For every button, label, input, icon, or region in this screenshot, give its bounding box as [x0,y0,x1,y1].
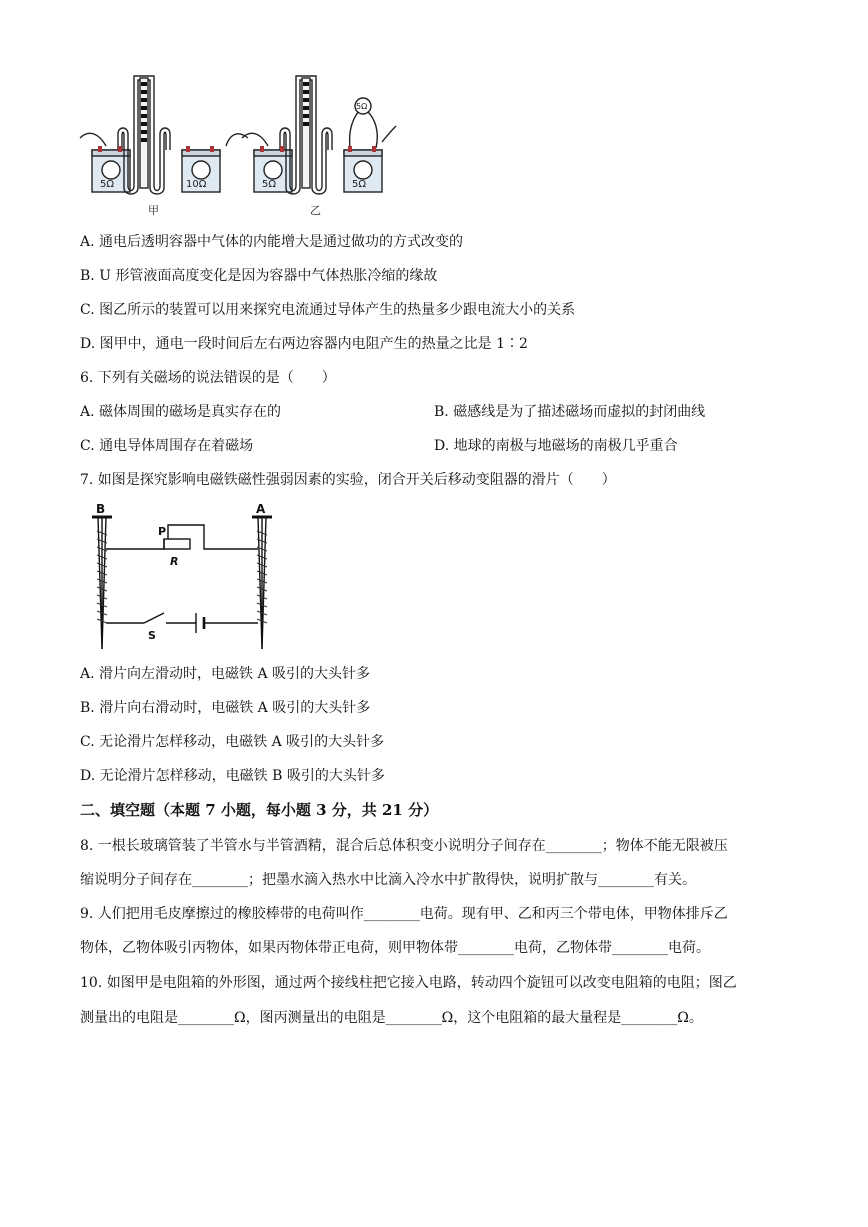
q5-option-d: D. 图甲中，通电一段时间后左右两边容器内电阻产生的热量之比是 1∶2 [80,336,528,352]
label-a: A [256,503,266,516]
label-r: R [170,555,179,568]
q5-option-a: A. 通电后透明容器中气体的内能增大是通过做功的方式改变的 [80,234,464,250]
label-b: B [96,503,106,516]
q10-line-1: 10. 如图甲是电阻箱的外形图，通过两个接线柱把它接入电路，转动四个旋钮可以改变电阻箱的电阻；图乙 [80,975,737,991]
q7-option-a: A. 滑片向左滑动时，电磁铁 A 吸引的大头针多 [80,666,371,682]
q10-line-2: 测量出的电阻是________Ω，图丙测量出的电阻是________Ω，这个电阻箱的最大量程是________Ω。 [80,1010,703,1026]
q5-option-c: C. 图乙所示的装置可以用来探究电流通过导体产生的热量多少跟电流大小的关系 [80,302,576,318]
label-p: P [158,525,167,538]
label-s: S [148,629,156,642]
q6-option-c: C. 通电导体周围存在着磁场 [80,438,254,454]
q9-line-2: 物体，乙物体吸引丙物体，如果丙物体带正电荷，则甲物体带________电荷，乙物体带________电荷。 [80,940,710,956]
q6-stem: 6. 下列有关磁场的说法错误的是（ ） [80,370,336,386]
q7-stem: 7. 如图是探究影响电磁铁磁性强弱因素的实验，闭合开关后移动变阻器的滑片（ ） [80,472,616,488]
q5-option-b: B. U 形管液面高度变化是因为容器中气体热胀冷缩的缘故 [80,268,438,284]
caption-yi: 乙 [310,204,321,217]
q6-option-b: B. 磁感线是为了描述磁场而虚拟的封闭曲线 [434,404,706,420]
apparatus-yi [242,76,396,194]
r-left-a: 5Ω [100,179,115,190]
r-left-b: 10Ω [186,179,207,190]
q7-option-d: D. 无论滑片怎样移动，电磁铁 B 吸引的大头针多 [80,768,385,784]
q8-line-1: 8. 一根长玻璃管装了半管水与半管酒精，混合后总体积变小说明分子间存在________；物体不能无限被压 [80,838,728,854]
q5-figure [78,68,398,218]
section-heading: 二、填空题（本题 7 小题，每小题 3 分，共 21 分） [80,801,439,819]
q6-option-a: A. 磁体周围的磁场是真实存在的 [80,404,282,420]
q7-option-c: C. 无论滑片怎样移动，电磁铁 A 吸引的大头针多 [80,734,385,750]
q7-option-b: B. 滑片向右滑动时，电磁铁 A 吸引的大头针多 [80,700,371,716]
q6-option-d: D. 地球的南极与地磁场的南极几乎重合 [434,438,678,454]
apparatus-jia [80,76,248,194]
r-right-a: 5Ω [262,179,277,190]
q7-circuit-figure [84,503,284,653]
q9-line-1: 9. 人们把用毛皮摩擦过的橡胶棒带的电荷叫作________电荷。现有甲、乙和丙三个带电体，甲物体排斥乙 [80,906,728,922]
q8-line-2: 缩说明分子间存在________；把墨水滴入热水中比滴入冷水中扩散得快，说明扩散与________有关。 [80,872,696,888]
caption-jia: 甲 [148,204,159,217]
r-right-b: 5Ω [352,179,367,190]
r-right-top: 5Ω [356,102,368,111]
